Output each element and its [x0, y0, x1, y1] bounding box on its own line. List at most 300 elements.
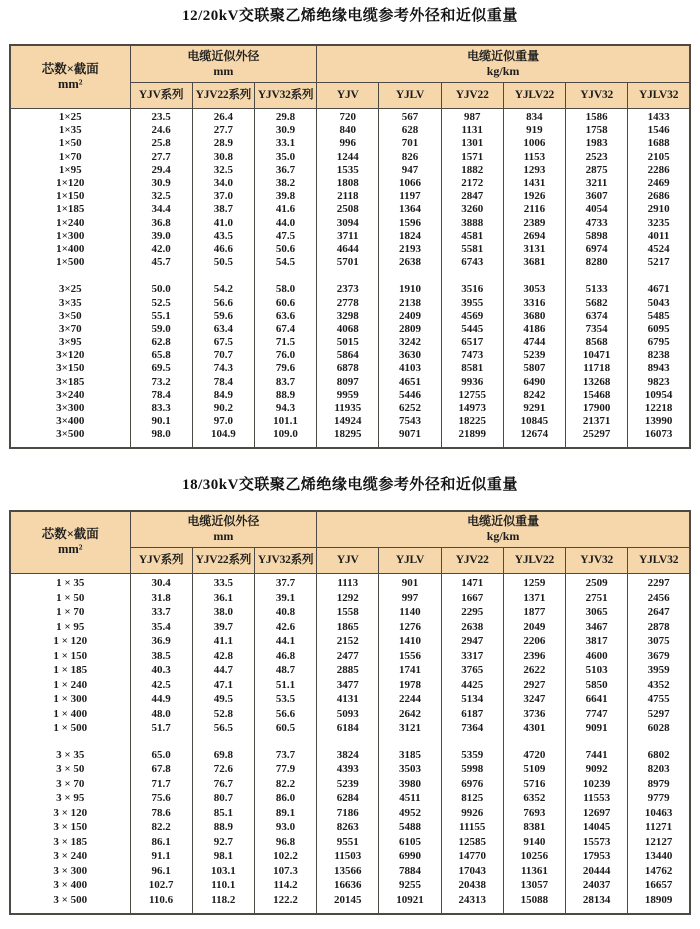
value-cell: 5043: [628, 296, 690, 309]
value-cell: 59.6: [192, 310, 254, 323]
value-cell: 5093: [317, 707, 379, 722]
value-cell: 1471: [441, 577, 503, 592]
value-cell: 3260: [441, 203, 503, 216]
spec-cell: 1 × 95: [10, 620, 130, 635]
value-cell: 18295: [317, 428, 379, 441]
table-row: [10, 137, 690, 150]
value-cell: 1865: [317, 620, 379, 635]
spacer-cell: [317, 442, 379, 448]
value-cell: 2875: [566, 164, 628, 177]
value-cell: 13990: [628, 415, 690, 428]
value-cell: 2686: [628, 190, 690, 203]
table-12-20kv: [9, 44, 691, 449]
value-cell: 8381: [503, 821, 565, 836]
value-cell: 7441: [566, 748, 628, 763]
spacer-cell: [254, 736, 316, 748]
value-cell: 9779: [628, 792, 690, 807]
value-cell: 53.5: [254, 693, 316, 708]
table-row: [10, 256, 690, 269]
spacer-cell: [441, 442, 503, 448]
spec-cell: 3 × 300: [10, 864, 130, 879]
value-cell: 60.6: [254, 296, 316, 309]
table-row: [10, 835, 690, 850]
table-row: [10, 349, 690, 362]
value-cell: 75.6: [130, 792, 192, 807]
value-cell: 6878: [317, 362, 379, 375]
value-cell: 9091: [566, 722, 628, 737]
value-cell: 6490: [503, 376, 565, 389]
header-col-yjv: YJV: [317, 548, 379, 574]
value-cell: 3235: [628, 217, 690, 230]
value-cell: 20444: [566, 864, 628, 879]
value-cell: 4524: [628, 243, 690, 256]
value-cell: 32.5: [130, 190, 192, 203]
value-cell: 9140: [503, 835, 565, 850]
value-cell: 13268: [566, 376, 628, 389]
value-cell: 1066: [379, 177, 441, 190]
value-cell: 1882: [441, 164, 503, 177]
header-col-yjv32-series: YJV32系列: [254, 82, 316, 108]
value-cell: 18225: [441, 415, 503, 428]
value-cell: 14973: [441, 402, 503, 415]
value-cell: 1877: [503, 606, 565, 621]
value-cell: 2638: [441, 620, 503, 635]
value-cell: 12697: [566, 806, 628, 821]
value-cell: 2409: [379, 310, 441, 323]
value-cell: 13057: [503, 879, 565, 894]
value-cell: 38.5: [130, 649, 192, 664]
value-cell: 996: [317, 137, 379, 150]
value-cell: 5359: [441, 748, 503, 763]
value-cell: 1808: [317, 177, 379, 190]
value-cell: 59.0: [130, 323, 192, 336]
value-cell: 1293: [503, 164, 565, 177]
spec-cell: 1×50: [10, 137, 130, 150]
value-cell: 50.5: [192, 256, 254, 269]
spec-cell: 3 × 95: [10, 792, 130, 807]
value-cell: 88.9: [192, 821, 254, 836]
value-cell: 63.4: [192, 323, 254, 336]
value-cell: 96.1: [130, 864, 192, 879]
value-cell: 2878: [628, 620, 690, 635]
value-cell: 83.3: [130, 402, 192, 415]
value-cell: 42.0: [130, 243, 192, 256]
value-cell: 60.5: [254, 722, 316, 737]
value-cell: 51.1: [254, 678, 316, 693]
spacer-cell: [628, 442, 690, 448]
value-cell: 28.9: [192, 137, 254, 150]
value-cell: 14762: [628, 864, 690, 879]
value-cell: 2152: [317, 635, 379, 650]
value-cell: 6517: [441, 336, 503, 349]
table-row: [10, 296, 690, 309]
value-cell: 1371: [503, 591, 565, 606]
value-cell: 96.8: [254, 835, 316, 850]
value-cell: 2508: [317, 203, 379, 216]
spec-cell: 3×95: [10, 336, 130, 349]
value-cell: 6374: [566, 310, 628, 323]
value-cell: 21371: [566, 415, 628, 428]
table1-body: [10, 108, 690, 448]
spacer-cell: [10, 908, 130, 914]
value-cell: 15573: [566, 835, 628, 850]
value-cell: 4511: [379, 792, 441, 807]
value-cell: 80.7: [192, 792, 254, 807]
value-cell: 1688: [628, 137, 690, 150]
value-cell: 72.6: [192, 763, 254, 778]
spec-cell: 3×400: [10, 415, 130, 428]
value-cell: 6990: [379, 850, 441, 865]
spacer-cell: [441, 269, 503, 283]
table-row: [10, 323, 690, 336]
value-cell: 3477: [317, 678, 379, 693]
value-cell: 2206: [503, 635, 565, 650]
value-cell: 44.1: [254, 635, 316, 650]
value-cell: 5217: [628, 256, 690, 269]
value-cell: 2297: [628, 577, 690, 592]
value-cell: 4569: [441, 310, 503, 323]
spacer-cell: [130, 908, 192, 914]
spec-cell: 1 × 300: [10, 693, 130, 708]
value-cell: 4755: [628, 693, 690, 708]
value-cell: 76.0: [254, 349, 316, 362]
value-cell: 1910: [379, 283, 441, 296]
value-cell: 23.5: [130, 111, 192, 124]
value-cell: 11271: [628, 821, 690, 836]
value-cell: 2947: [441, 635, 503, 650]
value-cell: 4352: [628, 678, 690, 693]
table-row: [10, 693, 690, 708]
value-cell: 1301: [441, 137, 503, 150]
value-cell: 46.8: [254, 649, 316, 664]
spec-cell: 1×400: [10, 243, 130, 256]
value-cell: 36.7: [254, 164, 316, 177]
value-cell: 62.8: [130, 336, 192, 349]
value-cell: 74.3: [192, 362, 254, 375]
spacer-cell: [628, 736, 690, 748]
value-cell: 9936: [441, 376, 503, 389]
value-cell: 3211: [566, 177, 628, 190]
value-cell: 4651: [379, 376, 441, 389]
value-cell: 83.7: [254, 376, 316, 389]
value-cell: 30.8: [192, 151, 254, 164]
value-cell: 3247: [503, 693, 565, 708]
spacer-cell: [566, 442, 628, 448]
value-cell: 1431: [503, 177, 565, 190]
value-cell: 901: [379, 577, 441, 592]
header-col-yjv22-series: YJV22系列: [192, 548, 254, 574]
header-col-yjv-series: YJV系列: [130, 82, 192, 108]
value-cell: 7543: [379, 415, 441, 428]
value-cell: 9092: [566, 763, 628, 778]
value-cell: 6252: [379, 402, 441, 415]
value-cell: 13566: [317, 864, 379, 879]
value-cell: 3467: [566, 620, 628, 635]
value-cell: 7747: [566, 707, 628, 722]
table-row: [10, 591, 690, 606]
value-cell: 10471: [566, 349, 628, 362]
value-cell: 86.1: [130, 835, 192, 850]
value-cell: 98.1: [192, 850, 254, 865]
value-cell: 1586: [566, 111, 628, 124]
table-row: [10, 389, 690, 402]
value-cell: 3817: [566, 635, 628, 650]
value-cell: 3607: [566, 190, 628, 203]
header-col-yjv32: YJV32: [566, 548, 628, 574]
value-cell: 3679: [628, 649, 690, 664]
table-row: [10, 376, 690, 389]
value-cell: 8242: [503, 389, 565, 402]
value-cell: 29.4: [130, 164, 192, 177]
value-cell: 92.7: [192, 835, 254, 850]
value-cell: 103.1: [192, 864, 254, 879]
value-cell: 4581: [441, 230, 503, 243]
table-row: [10, 850, 690, 865]
spacer-cell: [192, 442, 254, 448]
value-cell: 39.0: [130, 230, 192, 243]
value-cell: 1153: [503, 151, 565, 164]
value-cell: 58.0: [254, 283, 316, 296]
table-row: [10, 151, 690, 164]
value-cell: 56.6: [192, 296, 254, 309]
spec-cell: 3 × 35: [10, 748, 130, 763]
value-cell: 47.1: [192, 678, 254, 693]
value-cell: 4011: [628, 230, 690, 243]
value-cell: 77.9: [254, 763, 316, 778]
table-row: [10, 230, 690, 243]
value-cell: 50.0: [130, 283, 192, 296]
value-cell: 1006: [503, 137, 565, 150]
value-cell: 48.7: [254, 664, 316, 679]
value-cell: 9959: [317, 389, 379, 402]
spacer-cell: [10, 269, 130, 283]
value-cell: 41.1: [192, 635, 254, 650]
value-cell: 1571: [441, 151, 503, 164]
header-col-yjlv: YJLV: [379, 82, 441, 108]
table1-header: [10, 45, 690, 108]
value-cell: 37.7: [254, 577, 316, 592]
table-row: [10, 678, 690, 693]
spacer-cell: [566, 269, 628, 283]
value-cell: 2049: [503, 620, 565, 635]
spec-cell: 3 × 400: [10, 879, 130, 894]
value-cell: 14924: [317, 415, 379, 428]
header-outer-diameter-group: 电缆近似外径 mm: [130, 45, 317, 82]
value-cell: 5446: [379, 389, 441, 402]
spec-cell: 1×25: [10, 111, 130, 124]
value-cell: 6028: [628, 722, 690, 737]
value-cell: 1433: [628, 111, 690, 124]
value-cell: 24037: [566, 879, 628, 894]
value-cell: 12218: [628, 402, 690, 415]
value-cell: 17043: [441, 864, 503, 879]
spacer-cell: [130, 269, 192, 283]
value-cell: 40.8: [254, 606, 316, 621]
value-cell: 10921: [379, 893, 441, 908]
table-row: [10, 620, 690, 635]
value-cell: 10954: [628, 389, 690, 402]
spec-cell: 3×120: [10, 349, 130, 362]
value-cell: 24.6: [130, 124, 192, 137]
value-cell: 69.8: [192, 748, 254, 763]
value-cell: 43.5: [192, 230, 254, 243]
value-cell: 3242: [379, 336, 441, 349]
value-cell: 17953: [566, 850, 628, 865]
spacer-cell: [503, 736, 565, 748]
table-row: [10, 806, 690, 821]
spec-cell: 3 × 120: [10, 806, 130, 821]
header-outer-diameter-group: 电缆近似外径 mm: [130, 511, 317, 548]
value-cell: 9255: [379, 879, 441, 894]
header-col-yjv22-series: YJV22系列: [192, 82, 254, 108]
header-cores-cross-section: 芯数×截面 mm²: [10, 511, 130, 574]
value-cell: 3736: [503, 707, 565, 722]
value-cell: 82.2: [254, 777, 316, 792]
value-cell: 86.0: [254, 792, 316, 807]
header-col-yjlv32: YJLV32: [628, 548, 690, 574]
header-col-yjv: YJV: [317, 82, 379, 108]
value-cell: 76.7: [192, 777, 254, 792]
value-cell: 79.6: [254, 362, 316, 375]
spacer-cell: [379, 269, 441, 283]
value-cell: 90.1: [130, 415, 192, 428]
value-cell: 9071: [379, 428, 441, 441]
value-cell: 2694: [503, 230, 565, 243]
spec-cell: 3 × 150: [10, 821, 130, 836]
value-cell: 65.0: [130, 748, 192, 763]
value-cell: 52.5: [130, 296, 192, 309]
value-cell: 56.6: [254, 707, 316, 722]
spec-cell: 1 × 150: [10, 649, 130, 664]
value-cell: 720: [317, 111, 379, 124]
value-cell: 122.2: [254, 893, 316, 908]
value-cell: 4671: [628, 283, 690, 296]
value-cell: 2523: [566, 151, 628, 164]
value-cell: 90.2: [192, 402, 254, 415]
value-cell: 8581: [441, 362, 503, 375]
value-cell: 5134: [441, 693, 503, 708]
table-row: [10, 879, 690, 894]
value-cell: 44.7: [192, 664, 254, 679]
value-cell: 41.0: [192, 217, 254, 230]
table-row: [10, 893, 690, 908]
spec-cell: 3×50: [10, 310, 130, 323]
table-row: [10, 792, 690, 807]
value-cell: 15088: [503, 893, 565, 908]
value-cell: 35.0: [254, 151, 316, 164]
value-cell: 2638: [379, 256, 441, 269]
value-cell: 33.7: [130, 606, 192, 621]
value-cell: 6284: [317, 792, 379, 807]
table-row: [10, 635, 690, 650]
value-cell: 2118: [317, 190, 379, 203]
value-cell: 27.7: [130, 151, 192, 164]
value-cell: 78.6: [130, 806, 192, 821]
value-cell: 4103: [379, 362, 441, 375]
value-cell: 5485: [628, 310, 690, 323]
value-cell: 97.0: [192, 415, 254, 428]
value-cell: 1410: [379, 635, 441, 650]
value-cell: 20145: [317, 893, 379, 908]
value-cell: 3681: [503, 256, 565, 269]
value-cell: 11553: [566, 792, 628, 807]
spacer-cell: [317, 736, 379, 748]
value-cell: 12585: [441, 835, 503, 850]
value-cell: 1556: [379, 649, 441, 664]
value-cell: 2647: [628, 606, 690, 621]
value-cell: 11361: [503, 864, 565, 879]
value-cell: 5864: [317, 349, 379, 362]
value-cell: 67.5: [192, 336, 254, 349]
value-cell: 701: [379, 137, 441, 150]
value-cell: 997: [379, 591, 441, 606]
value-cell: 2809: [379, 323, 441, 336]
header-col-yjv32-series: YJV32系列: [254, 548, 316, 574]
value-cell: 110.1: [192, 879, 254, 894]
value-cell: 11935: [317, 402, 379, 415]
spec-cell: 1×300: [10, 230, 130, 243]
header-col-yjv22: YJV22: [441, 548, 503, 574]
value-cell: 3959: [628, 664, 690, 679]
value-cell: 1824: [379, 230, 441, 243]
value-cell: 6095: [628, 323, 690, 336]
value-cell: 1131: [441, 124, 503, 137]
value-cell: 4393: [317, 763, 379, 778]
spec-cell: 3×150: [10, 362, 130, 375]
group-gap: [10, 736, 690, 748]
value-cell: 69.5: [130, 362, 192, 375]
value-cell: 2105: [628, 151, 690, 164]
value-cell: 7354: [566, 323, 628, 336]
spacer-cell: [566, 908, 628, 914]
value-cell: 3824: [317, 748, 379, 763]
value-cell: 8943: [628, 362, 690, 375]
value-cell: 11503: [317, 850, 379, 865]
table-row: [10, 336, 690, 349]
value-cell: 104.9: [192, 428, 254, 441]
value-cell: 4733: [566, 217, 628, 230]
value-cell: 42.8: [192, 649, 254, 664]
value-cell: 1978: [379, 678, 441, 693]
table-row: [10, 203, 690, 216]
value-cell: 102.7: [130, 879, 192, 894]
spacer-cell: [254, 442, 316, 448]
value-cell: 2286: [628, 164, 690, 177]
value-cell: 4054: [566, 203, 628, 216]
value-cell: 42.5: [130, 678, 192, 693]
value-cell: 11155: [441, 821, 503, 836]
value-cell: 7884: [379, 864, 441, 879]
table-row: [10, 164, 690, 177]
header-col-yjlv22: YJLV22: [503, 548, 565, 574]
spec-cell: 1 × 35: [10, 577, 130, 592]
value-cell: 9551: [317, 835, 379, 850]
spec-cell: 1 × 240: [10, 678, 130, 693]
table-18-30kv: [9, 510, 691, 915]
value-cell: 46.6: [192, 243, 254, 256]
value-cell: 30.9: [254, 124, 316, 137]
value-cell: 6795: [628, 336, 690, 349]
table-row: [10, 190, 690, 203]
value-cell: 628: [379, 124, 441, 137]
table-row: [10, 606, 690, 621]
value-cell: 2778: [317, 296, 379, 309]
value-cell: 6802: [628, 748, 690, 763]
spec-cell: 3×70: [10, 323, 130, 336]
spec-cell: 3×185: [10, 376, 130, 389]
value-cell: 6187: [441, 707, 503, 722]
header-col-yjlv32: YJLV32: [628, 82, 690, 108]
